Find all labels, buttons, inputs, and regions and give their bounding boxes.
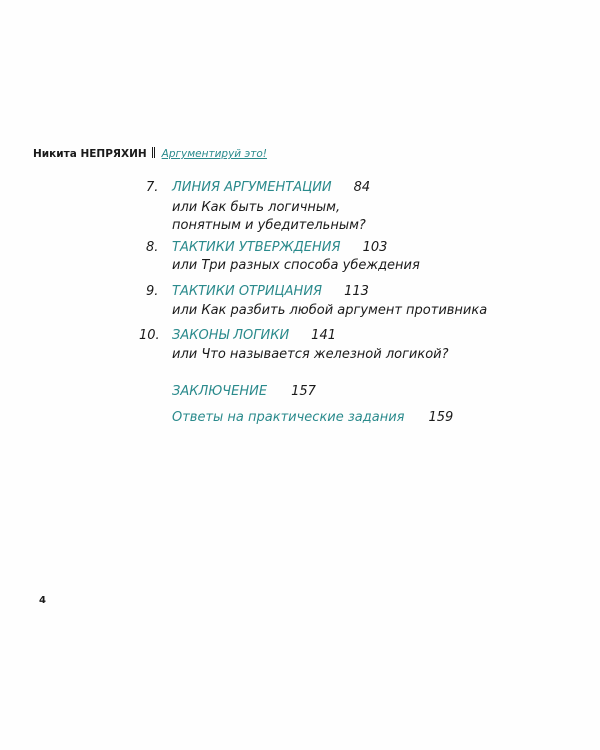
chapter-number: 9. [146,284,159,299]
chapter-subtitle-line: или Три разных способа убеждения [172,258,420,273]
chapter-subtitle-line: или Как быть логичным, [172,200,341,215]
chapter-subtitle-line: или Как разбить любой аргумент противника [172,303,488,318]
page-number: 4 [39,595,46,606]
book-title: Аргументируй это! [161,148,267,160]
chapter-page: 159 [428,410,454,425]
chapter-subtitle-line: или Что называется железной логикой? [172,347,449,362]
chapter-page: 141 [311,328,336,343]
chapter-page: 157 [291,384,316,399]
chapter-page: 103 [362,240,388,255]
chapter-title[interactable] [172,384,316,399]
chapter-number: 7. [146,180,159,195]
chapter-title-text: ЗАКОНЫ ЛОГИКИ [172,328,290,343]
chapter-number: 8. [146,240,159,255]
chapter-page: 113 [344,284,369,299]
chapter-title[interactable] [172,180,370,195]
running-header [33,147,267,160]
chapter-subtitle-line: понятным и убедительным? [172,218,366,233]
chapter-title[interactable] [172,328,336,343]
chapter-title-text: Ответы на практические задания [172,410,405,425]
author-name: Никита НЕПРЯХИН [33,148,147,160]
chapter-title[interactable] [172,410,453,425]
chapter-number: 10. [139,328,160,343]
chapter-title-text: ТАКТИКИ ОТРИЦАНИЯ [172,284,323,299]
chapter-title-text: ЗАКЛЮЧЕНИЕ [172,384,268,399]
chapter-title-text: ТАКТИКИ УТВЕРЖДЕНИЯ [172,240,341,255]
chapter-title[interactable] [172,240,387,255]
header-separator [152,147,155,158]
chapter-title-text: ЛИНИЯ АРГУМЕНТАЦИИ [172,180,332,195]
chapter-title[interactable] [172,284,369,299]
chapter-page: 84 [353,180,371,195]
